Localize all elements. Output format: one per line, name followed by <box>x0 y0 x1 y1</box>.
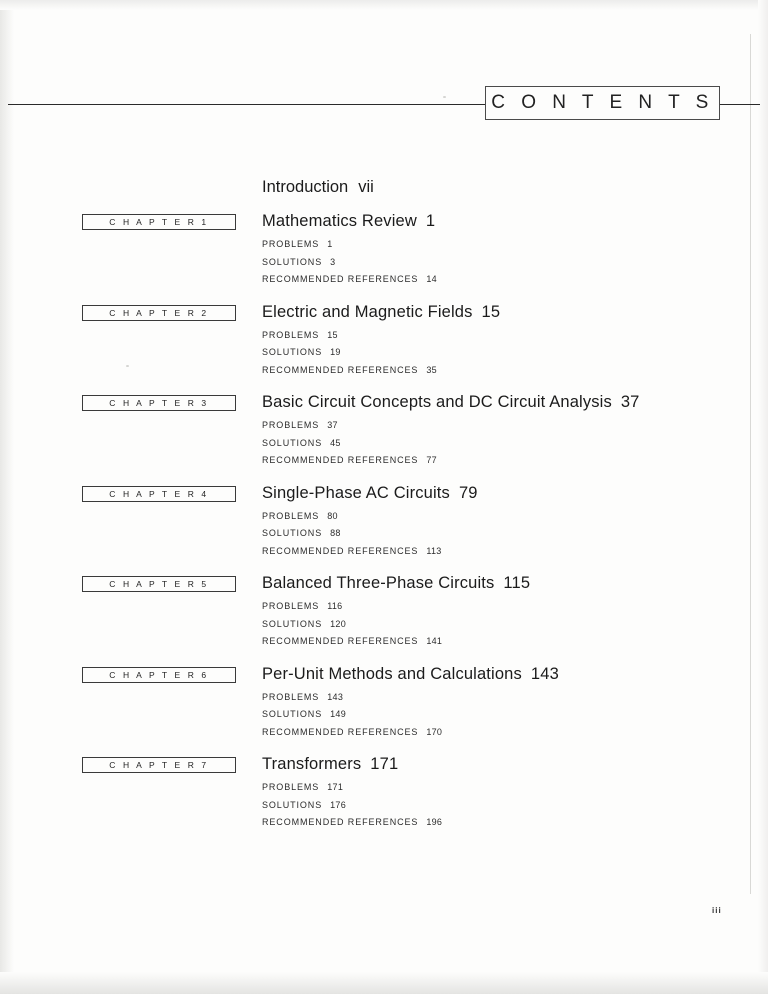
solutions-label: SOLUTIONS <box>262 437 323 448</box>
solutions-label: SOLUTIONS <box>262 709 323 719</box>
scan-speck <box>443 96 446 98</box>
problems-row[interactable] <box>262 508 768 526</box>
problems-row[interactable] <box>262 689 768 707</box>
solutions-row[interactable] <box>262 435 768 453</box>
references-label: RECOMMENDED REFERENCES <box>262 364 419 375</box>
references-label: RECOMMENDED REFERENCES <box>262 636 419 646</box>
chapter-tag-5: C H A P T E R 5 <box>82 576 236 592</box>
problems-label: PROBLEMS <box>262 239 320 249</box>
solutions-row[interactable] <box>262 254 768 272</box>
references-page: 35 <box>426 364 437 375</box>
solutions-page: 176 <box>330 799 347 810</box>
chapter-page-6: 143 <box>530 664 559 683</box>
references-row[interactable] <box>262 271 768 289</box>
references-label: RECOMMENDED REFERENCES <box>262 274 419 284</box>
references-page: 196 <box>426 817 443 827</box>
solutions-page: 3 <box>330 256 336 267</box>
chapter-3-sublist <box>262 417 768 470</box>
solutions-page: 45 <box>330 437 341 448</box>
toc-entry-chapter-2[interactable] <box>0 303 768 380</box>
scan-edge-bottom <box>0 972 768 994</box>
references-label: RECOMMENDED REFERENCES <box>262 726 419 737</box>
problems-label: PROBLEMS <box>262 420 320 430</box>
introduction-page: vii <box>358 178 374 196</box>
toc-entry-chapter-1[interactable] <box>0 212 768 289</box>
chapter-page-5: 115 <box>503 574 531 592</box>
solutions-row[interactable] <box>262 797 768 815</box>
toc-entry-chapter-6[interactable] <box>0 665 768 742</box>
problems-label: PROBLEMS <box>262 329 320 340</box>
toc-entry-chapter-4[interactable] <box>0 484 768 561</box>
solutions-row[interactable] <box>262 616 768 634</box>
references-page: 14 <box>426 274 437 284</box>
problems-page: 143 <box>327 691 344 702</box>
chapter-6-sublist <box>262 689 768 742</box>
problems-row[interactable] <box>262 417 768 435</box>
references-row[interactable] <box>262 633 768 651</box>
problems-page: 15 <box>327 329 338 340</box>
introduction-label: Introduction <box>262 178 349 196</box>
problems-label: PROBLEMS <box>262 782 320 792</box>
chapter-title-1: Mathematics Review <box>262 212 417 230</box>
chapter-7-sublist <box>262 779 768 832</box>
solutions-row[interactable] <box>262 344 768 362</box>
solutions-label: SOLUTIONS <box>262 528 323 538</box>
solutions-page: 120 <box>330 618 347 629</box>
chapter-title-3: Basic Circuit Concepts and DC Circuit Analysis <box>262 393 612 411</box>
solutions-page: 149 <box>330 709 347 719</box>
chapter-tag-1: C H A P T E R 1 <box>82 214 236 230</box>
solutions-row[interactable] <box>262 706 768 724</box>
solutions-label: SOLUTIONS <box>262 799 323 810</box>
problems-page: 37 <box>327 420 338 430</box>
chapter-tag-3: C H A P T E R 3 <box>82 395 236 411</box>
chapter-title-2: Electric and Magnetic Fields <box>262 302 473 321</box>
solutions-label: SOLUTIONS <box>262 618 323 629</box>
toc-entry-introduction[interactable] <box>0 178 768 212</box>
problems-page: 116 <box>327 601 343 611</box>
chapter-tag-2: C H A P T E R 2 <box>82 305 236 321</box>
problems-page: 80 <box>327 510 338 521</box>
solutions-row[interactable] <box>262 525 768 543</box>
problems-page: 171 <box>327 782 344 792</box>
problems-row[interactable] <box>262 327 768 345</box>
references-page: 170 <box>426 726 443 737</box>
references-row[interactable] <box>262 452 768 470</box>
page-number: iii <box>712 906 722 915</box>
table-of-contents <box>0 178 768 846</box>
solutions-label: SOLUTIONS <box>262 347 323 357</box>
problems-label: PROBLEMS <box>262 691 320 702</box>
chapter-page-1: 1 <box>425 212 436 230</box>
chapter-5-sublist <box>262 598 768 651</box>
problems-row[interactable] <box>262 598 768 616</box>
chapter-title-4: Single-Phase AC Circuits <box>262 483 450 502</box>
page-title: C O N T E N T S <box>491 92 714 113</box>
references-row[interactable] <box>262 362 768 380</box>
solutions-label: SOLUTIONS <box>262 256 323 267</box>
chapter-page-3: 37 <box>620 393 640 411</box>
problems-label: PROBLEMS <box>262 510 320 521</box>
chapter-2-sublist <box>262 327 768 380</box>
references-page: 77 <box>426 455 437 465</box>
references-label: RECOMMENDED REFERENCES <box>262 455 419 465</box>
chapter-tag-4: C H A P T E R 4 <box>82 486 236 502</box>
toc-entry-chapter-5[interactable] <box>0 574 768 651</box>
toc-entry-chapter-3[interactable] <box>0 393 768 470</box>
chapter-page-2: 15 <box>481 302 501 321</box>
solutions-page: 88 <box>330 528 341 538</box>
references-row[interactable] <box>262 814 768 832</box>
references-label: RECOMMENDED REFERENCES <box>262 817 419 827</box>
references-page: 141 <box>426 636 443 646</box>
chapter-tag-7: C H A P T E R 7 <box>82 757 236 773</box>
chapter-title-6: Per-Unit Methods and Calculations <box>262 664 522 683</box>
problems-page: 1 <box>327 239 333 249</box>
references-row[interactable] <box>262 724 768 742</box>
chapter-tag-6: C H A P T E R 6 <box>82 667 236 683</box>
chapter-title-5: Balanced Three-Phase Circuits <box>262 574 495 592</box>
references-label: RECOMMENDED REFERENCES <box>262 545 419 556</box>
references-row[interactable] <box>262 543 768 561</box>
problems-row[interactable] <box>262 236 768 254</box>
references-page: 113 <box>426 545 442 556</box>
problems-row[interactable] <box>262 779 768 797</box>
scan-edge-top <box>0 0 768 10</box>
chapter-page-7: 171 <box>370 755 399 773</box>
toc-entry-chapter-7[interactable] <box>0 755 768 832</box>
solutions-page: 19 <box>330 347 341 357</box>
problems-label: PROBLEMS <box>262 601 320 611</box>
chapter-page-4: 79 <box>458 483 478 502</box>
chapter-title-7: Transformers <box>262 755 362 773</box>
chapter-1-sublist <box>262 236 768 289</box>
chapter-4-sublist <box>262 508 768 561</box>
